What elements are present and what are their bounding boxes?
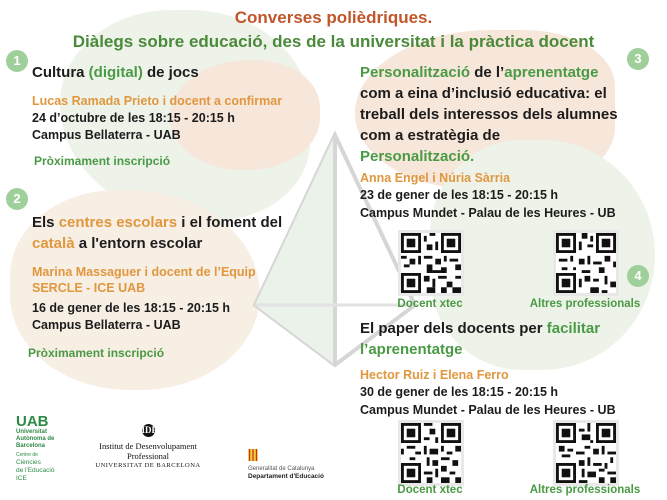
session-1-title: Cultura (digital) de jocs — [32, 64, 199, 81]
qr-code-session-4-altres[interactable] — [553, 420, 619, 486]
idp-mark-text: IDP — [141, 425, 157, 435]
session-3-title: Personalització de l’aprenentatge com a eina d’inclusió educativa: el treball dels interessos dels alumnes com a estratègia de Personalització. — [360, 64, 618, 165]
qr-label-altres-professionals: Altres professionals — [529, 298, 641, 310]
uab-centre-name: Ciències de l'Educació ICE — [16, 459, 55, 482]
session-1-date: 24 d’octubre de les 18:15 - 20:15 h — [32, 111, 235, 125]
qr-code-session-3-altres[interactable] — [553, 230, 619, 296]
session-number-4: 4 — [627, 265, 649, 287]
qr-code-session-4-xtec[interactable] — [398, 420, 464, 486]
session-3-place: Campus Mundet - Palau de les Heures - UB — [360, 206, 616, 220]
uab-name: Universitat Autònoma de Barcelona — [16, 429, 55, 449]
qr-label-altres-professionals-2: Altres professionals — [529, 484, 641, 496]
gencat-logo — [248, 448, 338, 481]
session-1-speaker: Lucas Ramada Prieto i docent a confirmar — [32, 94, 283, 108]
poster-title: Converses polièdriques. — [234, 8, 433, 27]
gencat-emblem-icon — [248, 449, 258, 461]
qr-icon — [556, 233, 616, 293]
uab-centre-prefix: Centre de — [16, 452, 38, 458]
qr-label-docent-xtec: Docent xtec — [397, 298, 463, 310]
session-1-place: Campus Bellaterra - UAB — [32, 128, 181, 142]
gencat-line-1: Generalitat de Catalunya — [248, 466, 315, 472]
session-4-date: 30 de gener de les 18:15 - 20:15 h — [360, 385, 559, 399]
uab-logo — [16, 414, 76, 483]
session-4-place: Campus Mundet - Palau de les Heures - UB — [360, 403, 616, 417]
session-3-date: 23 de gener de les 18:15 - 20:15 h — [360, 188, 559, 202]
session-2-date: 16 de gener de les 18:15 - 20:15 h — [32, 301, 231, 315]
idp-line-1: Institut de Desenvolupament — [99, 441, 197, 451]
session-2-place: Campus Bellaterra - UAB — [32, 318, 181, 332]
session-2-speaker: Marina Massaguer i docent de l’Equip SERCLE - ICE UAB — [32, 265, 256, 295]
session-1-registration-link[interactable]: Pròximament inscripció — [34, 154, 171, 168]
idp-line-2: Professional — [126, 451, 170, 461]
session-3-speaker: Anna Engel i Núria Sàrria — [360, 171, 511, 185]
session-2-title: Els centres escolars i el foment del català a l'entorn escolar — [32, 214, 283, 252]
qr-icon — [401, 423, 461, 483]
session-2-registration-link[interactable]: Pròximament inscripció — [28, 346, 165, 360]
gencat-line-2: Departament d'Educació — [248, 473, 324, 480]
idp-mark — [88, 424, 208, 437]
qr-icon — [401, 233, 461, 293]
idp-logo — [88, 424, 208, 471]
poster-subtitle: Diàlegs sobre educació, des de la universitat i la pràctica docent — [72, 32, 595, 51]
session-4-speaker: Hector Ruiz i Elena Ferro — [360, 368, 509, 382]
qr-icon — [556, 423, 616, 483]
session-4-title: El paper dels docents per facilitar l’aprenentatge — [360, 320, 601, 358]
session-number-1: 1 — [6, 50, 28, 72]
qr-label-docent-xtec-2: Docent xtec — [397, 484, 463, 496]
idp-line-3: UNIVERSITAT DE BARCELONA — [95, 462, 201, 469]
session-number-2: 2 — [6, 188, 28, 210]
uab-mark: UAB — [16, 413, 49, 430]
session-number-3: 3 — [627, 48, 649, 70]
qr-code-session-3-xtec[interactable] — [398, 230, 464, 296]
